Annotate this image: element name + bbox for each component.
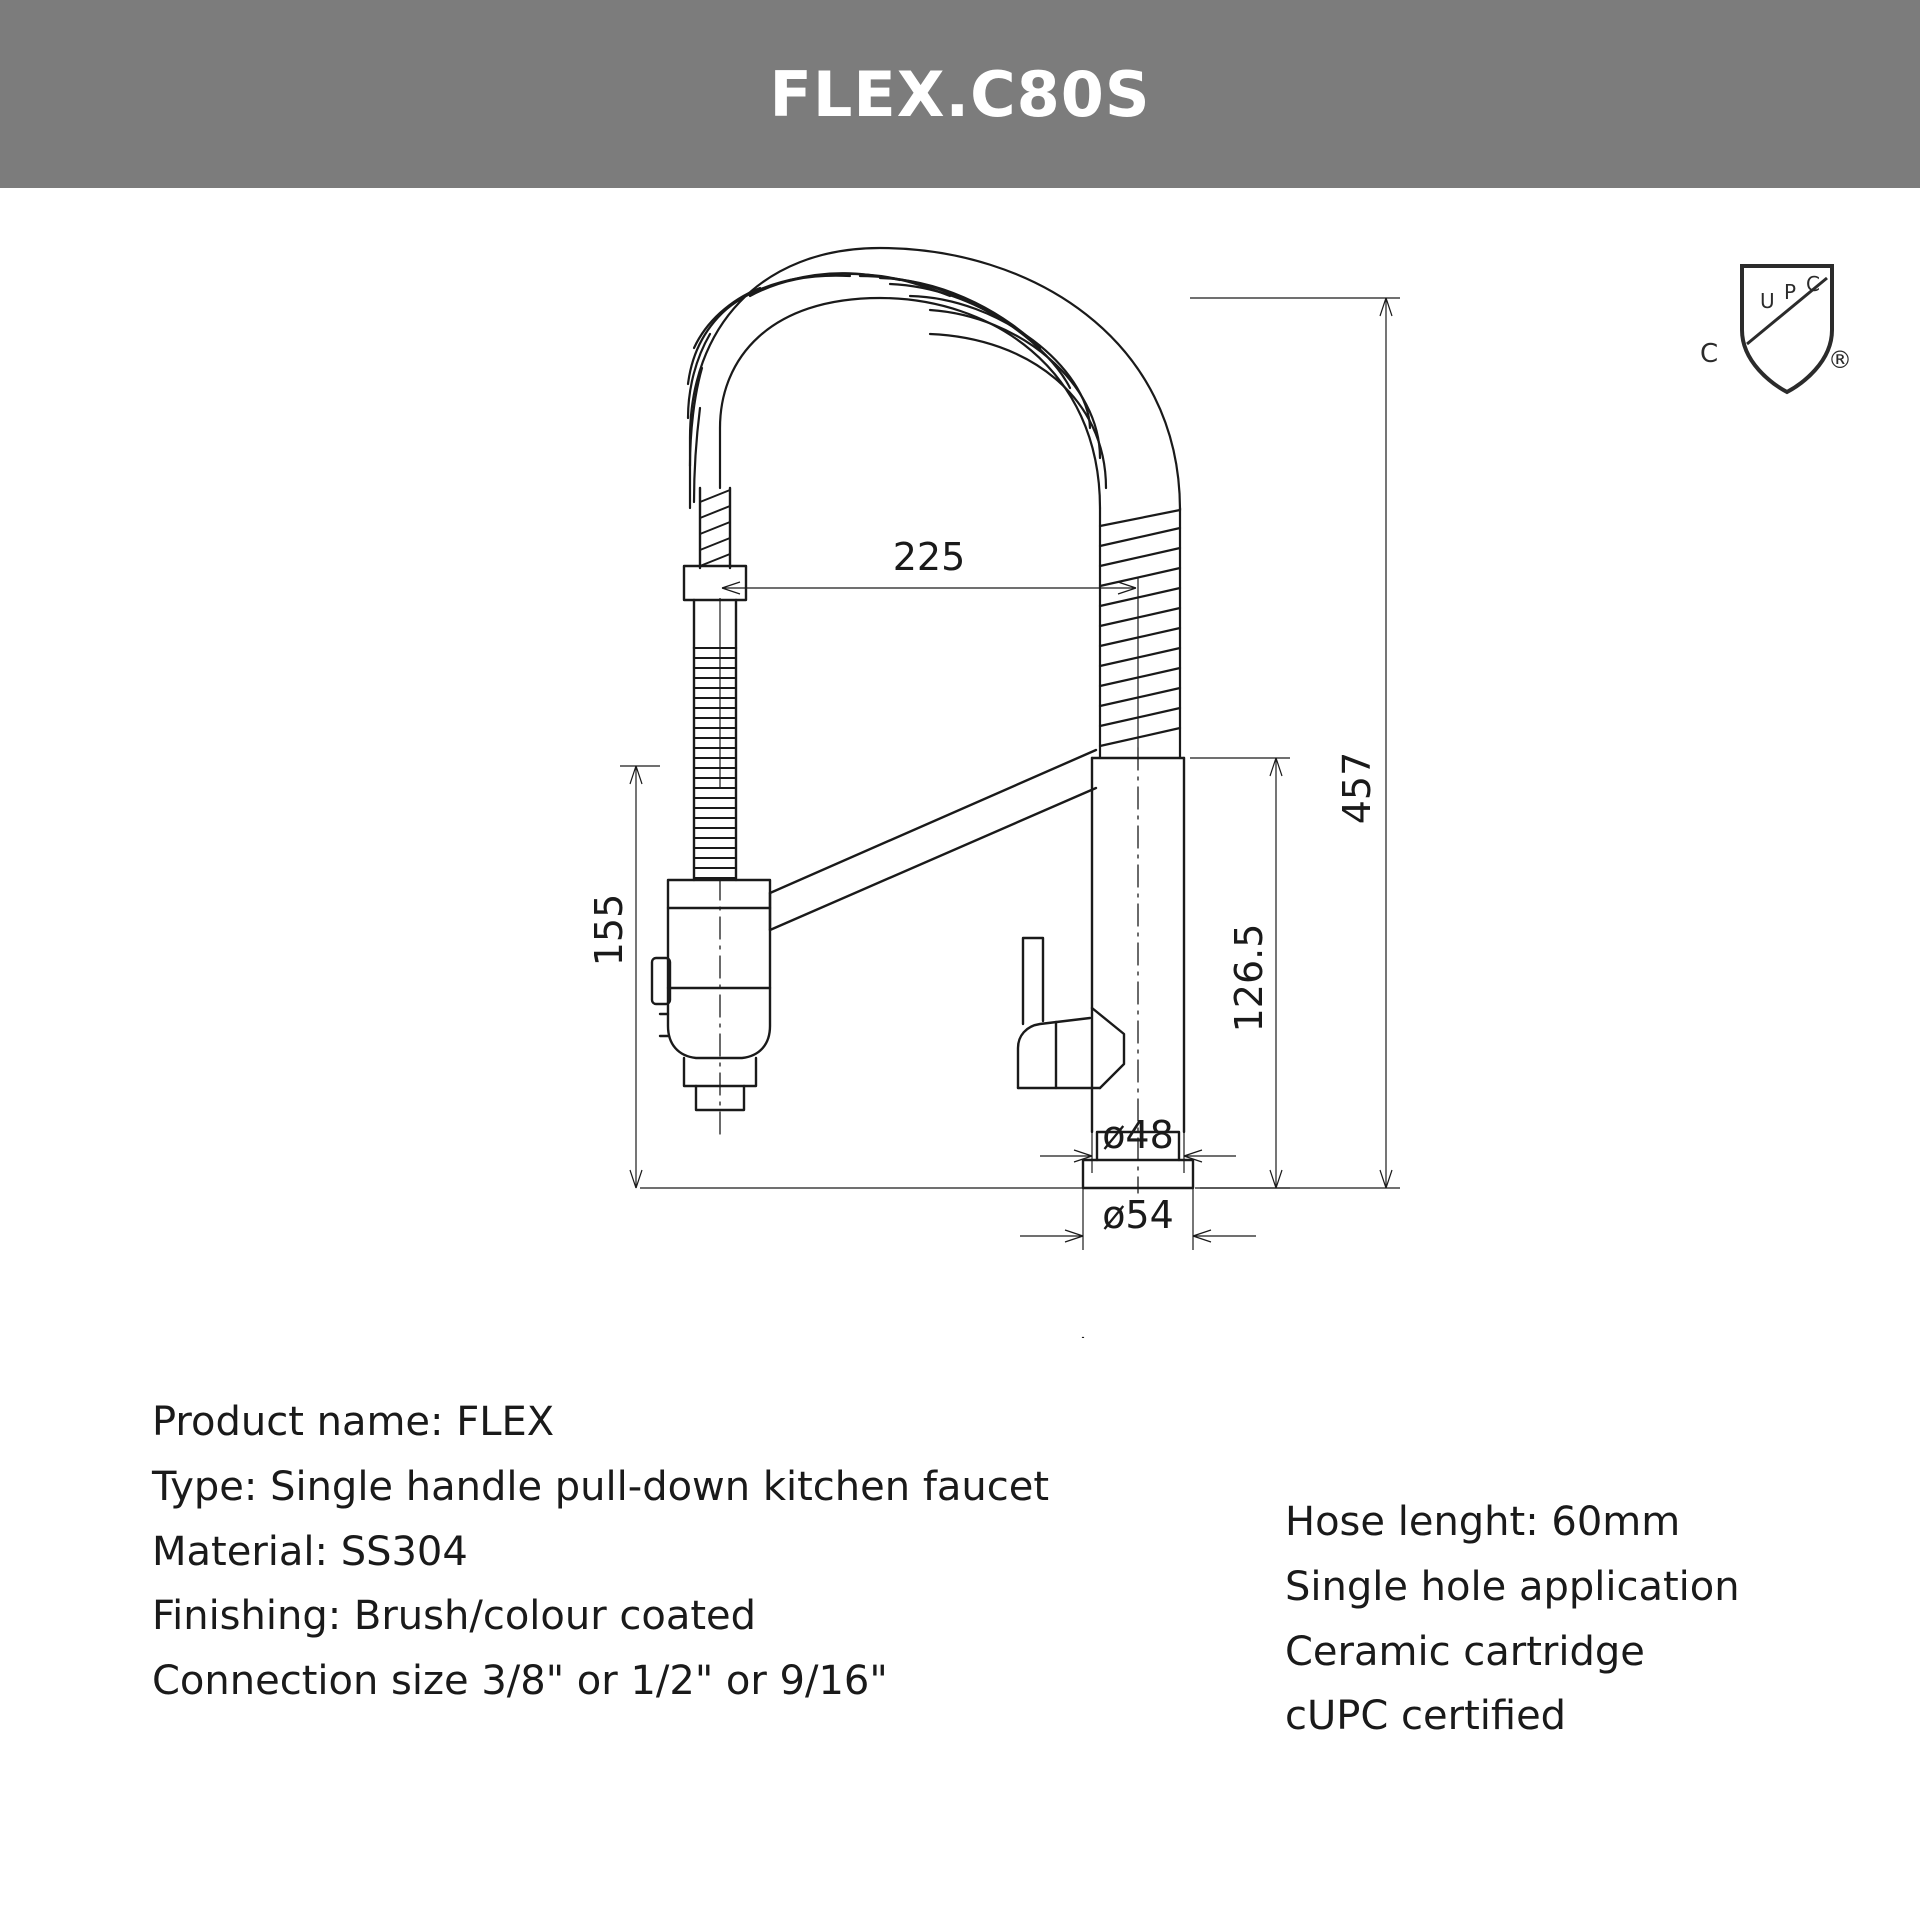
spec-hole-application: Single hole application xyxy=(1285,1563,1740,1610)
dim-label-d48: ø48 xyxy=(1102,1113,1174,1157)
spec-finishing: Finishing: Brush/colour coated xyxy=(152,1593,757,1640)
header-bar xyxy=(0,0,1920,188)
svg-text:P: P xyxy=(1784,280,1797,304)
dim-label-d54: ø54 xyxy=(1102,1193,1174,1237)
spec-list-right xyxy=(1285,1490,1845,1749)
spec-list-left xyxy=(152,1390,1212,1714)
svg-text:®: ® xyxy=(1828,346,1852,374)
spec-certification: cUPC certified xyxy=(1285,1693,1567,1740)
dim-label-225: 225 xyxy=(892,535,966,579)
svg-text:U: U xyxy=(1760,289,1775,313)
spec-material: Material: SS304 xyxy=(152,1528,468,1575)
spec-hose-length: Hose lenght: 60mm xyxy=(1285,1499,1681,1545)
dim-label-457: 457 xyxy=(1335,751,1379,825)
spec-product-name: Product name: FLEX xyxy=(152,1399,555,1445)
faucet-technical-drawing xyxy=(0,188,1920,1338)
dim-label-126-5: 126.5 xyxy=(1227,923,1271,1033)
spec-cartridge: Ceramic cartridge xyxy=(1285,1628,1645,1675)
page-title: FLEX.C80S xyxy=(769,57,1151,131)
svg-text:C: C xyxy=(1806,272,1820,296)
spec-type: Type: Single handle pull-down kitchen faucet xyxy=(152,1463,1050,1510)
dim-label-155: 155 xyxy=(587,893,631,967)
spec-connection-size: Connection size 3/8" or 1/2" or 9/16" xyxy=(152,1658,888,1705)
svg-text:C: C xyxy=(1700,339,1719,369)
